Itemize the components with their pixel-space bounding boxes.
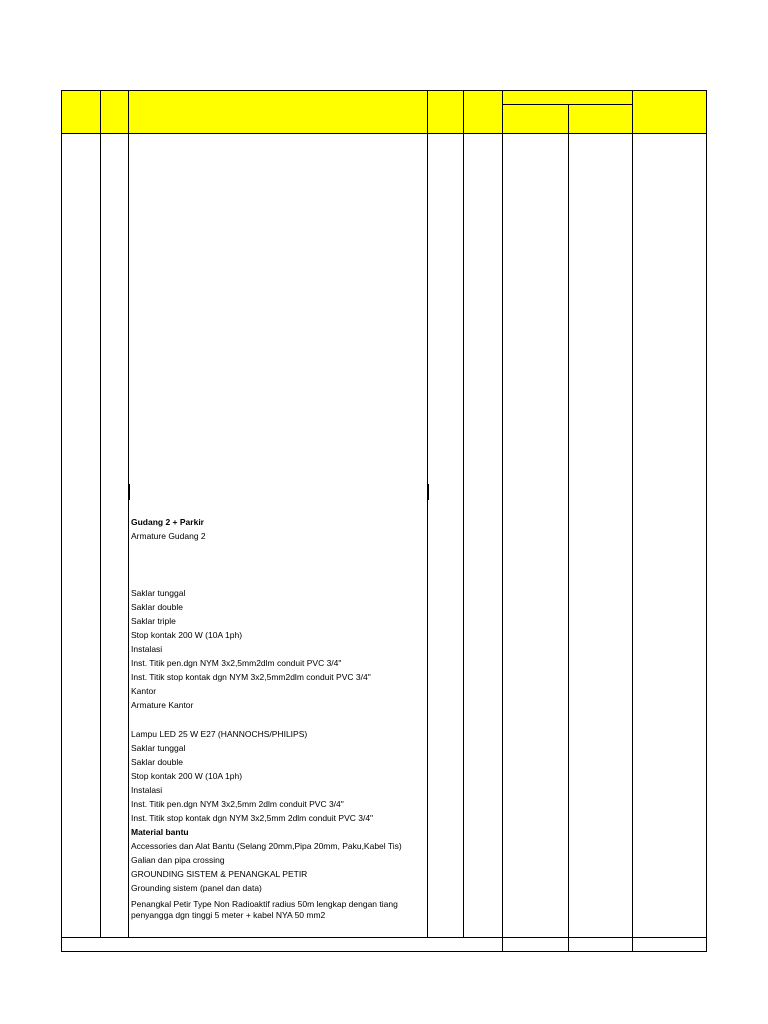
item-description: Saklar tunggal [131, 588, 186, 598]
header-divider [100, 90, 101, 134]
header-subdivider [502, 104, 632, 105]
header-divider [632, 90, 633, 134]
item-description: Stop kontak 200 W (10A 1ph) [131, 630, 243, 640]
item-description: Kantor [131, 686, 157, 696]
item-description: Accessories dan Alat Bantu (Selang 20mm,Pipa 20mm, Paku,Kabel Tis) [131, 841, 402, 851]
body-border-left [61, 134, 62, 952]
item-description: Stop kontak 200 W (10A 1ph) [131, 771, 243, 781]
item-description: Saklar double [131, 602, 183, 612]
header-divider [502, 90, 503, 134]
body-column-line [568, 134, 569, 952]
item-description: Saklar triple [131, 616, 176, 626]
body-column-line [100, 134, 101, 937]
header-divider [463, 90, 464, 134]
item-description: Penangkal Petir Type Non Radioaktif radius 50m lengkap dengan tiang penyangga dgn tinggi 5 meter + kabel NYA 50 mm2 [131, 899, 398, 920]
item-description: Instalasi [131, 644, 163, 654]
item-description: Gudang 2 + Parkir [131, 517, 204, 527]
item-description: Grounding sistem (panel dan data) [131, 883, 262, 893]
body-column-line [427, 134, 428, 937]
item-description: Inst. Titik stop kontak dgn NYM 3x2,5mm 2dlm conduit PVC 3/4" [131, 813, 374, 823]
header-divider [128, 90, 129, 134]
page-break-mark [428, 484, 429, 500]
item-description: GROUNDING SISTEM & PENANGKAL PETIR [131, 869, 308, 879]
page-break-mark [129, 484, 130, 500]
total-row-top [61, 937, 707, 938]
item-description: Saklar double [131, 757, 183, 767]
body-column-line [128, 134, 129, 937]
header-divider [568, 104, 569, 134]
header-band [61, 90, 707, 134]
item-description: Inst. Titik stop kontak dgn NYM 3x2,5mm2dlm conduit PVC 3/4" [131, 672, 371, 682]
total-row-bottom [61, 951, 707, 952]
body-column-line [502, 134, 503, 952]
item-description: Armature Kantor [131, 700, 194, 710]
header-divider [427, 90, 428, 134]
item-description: Inst. Titik pen.dgn NYM 3x2,5mm 2dlm conduit PVC 3/4" [131, 799, 344, 809]
item-description: Saklar tunggal [131, 743, 186, 753]
item-description: Inst. Titik pen.dgn NYM 3x2,5mm2dlm conduit PVC 3/4" [131, 658, 342, 668]
item-description: Lampu LED 25 W E27 (HANNOCHS/PHILIPS) [131, 729, 308, 739]
body-border-right [706, 134, 707, 952]
item-description: Galian dan pipa crossing [131, 855, 225, 865]
item-description: Material bantu [131, 827, 189, 837]
body-column-line [463, 134, 464, 937]
body-column-line [632, 134, 633, 952]
item-description: Armature Gudang 2 [131, 531, 206, 541]
item-description: Instalasi [131, 785, 163, 795]
